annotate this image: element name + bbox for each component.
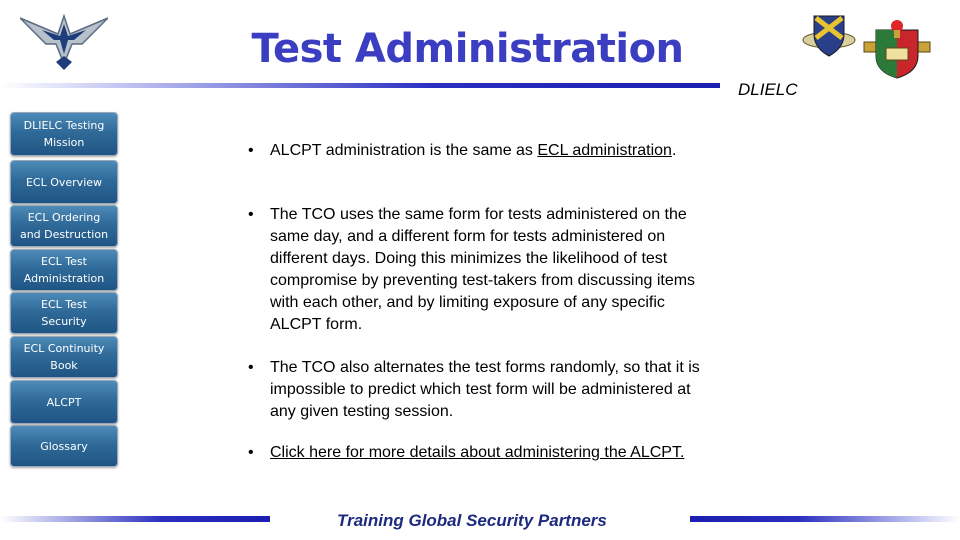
bullet-2 bbox=[248, 204, 718, 336]
bullet-text bbox=[270, 140, 718, 162]
bullet-dot: • bbox=[248, 444, 254, 461]
bullet-dot: • bbox=[248, 359, 254, 376]
nav-dlielc-testing-mission[interactable] bbox=[10, 112, 118, 156]
nav-label: Glossary bbox=[40, 439, 88, 453]
bullet-text: The TCO uses the same form for tests administered on the same day, and a different form for tests administered on different days. Doing this minimizes the likelihood of test compromise by preventing test-takers from discussing items with each other, and by limiting exposure of any specific ALCPT form. bbox=[270, 206, 696, 333]
footer-tagline: Training Global Security Partners bbox=[337, 511, 607, 530]
page-title: Test Administration bbox=[251, 26, 684, 72]
nav-alcpt[interactable] bbox=[10, 380, 118, 424]
bullet-dot: • bbox=[248, 206, 254, 223]
bullet-text-part: ALCPT administration is the same as bbox=[270, 142, 538, 159]
bullet-1 bbox=[248, 140, 718, 162]
nav-label: ALCPT bbox=[46, 395, 82, 409]
bullet-dot: • bbox=[248, 142, 254, 159]
footer-divider-left bbox=[0, 516, 270, 522]
nav-label: ECL Test Administration bbox=[23, 255, 105, 285]
alcpt-details-link[interactable]: Click here for more details about administering the ALCPT. bbox=[270, 444, 685, 461]
bullet-text: The TCO also alternates the test forms randomly, so that it is impossible to predict which test form will be administered at any given testing session. bbox=[270, 359, 700, 420]
nav-ecl-ordering-destruction[interactable] bbox=[10, 205, 118, 247]
nav-ecl-test-security[interactable] bbox=[10, 292, 118, 334]
nav-label: ECL Continuity Book bbox=[23, 342, 105, 372]
title-divider bbox=[0, 83, 720, 88]
nav-ecl-test-administration[interactable] bbox=[10, 249, 118, 291]
nav-label: ECL Test Security bbox=[41, 298, 87, 328]
ecl-administration-link[interactable]: ECL administration bbox=[537, 142, 672, 159]
bullet-3 bbox=[248, 357, 718, 423]
footer-divider-right bbox=[690, 516, 960, 522]
nav-label: ECL Ordering and Destruction bbox=[19, 211, 109, 241]
nav-label: DLIELC Testing Mission bbox=[23, 119, 105, 149]
bullet-4 bbox=[248, 442, 718, 464]
nav-glossary[interactable] bbox=[10, 425, 118, 467]
nav-label: ECL Overview bbox=[25, 175, 103, 189]
shield-crest-icon bbox=[800, 12, 858, 62]
unit-crest-icon bbox=[862, 16, 932, 82]
nav-ecl-overview[interactable] bbox=[10, 160, 118, 204]
bullet-text-part: . bbox=[671, 142, 677, 159]
nav-ecl-continuity-book[interactable] bbox=[10, 336, 118, 378]
org-label: DLIELC bbox=[738, 80, 798, 99]
